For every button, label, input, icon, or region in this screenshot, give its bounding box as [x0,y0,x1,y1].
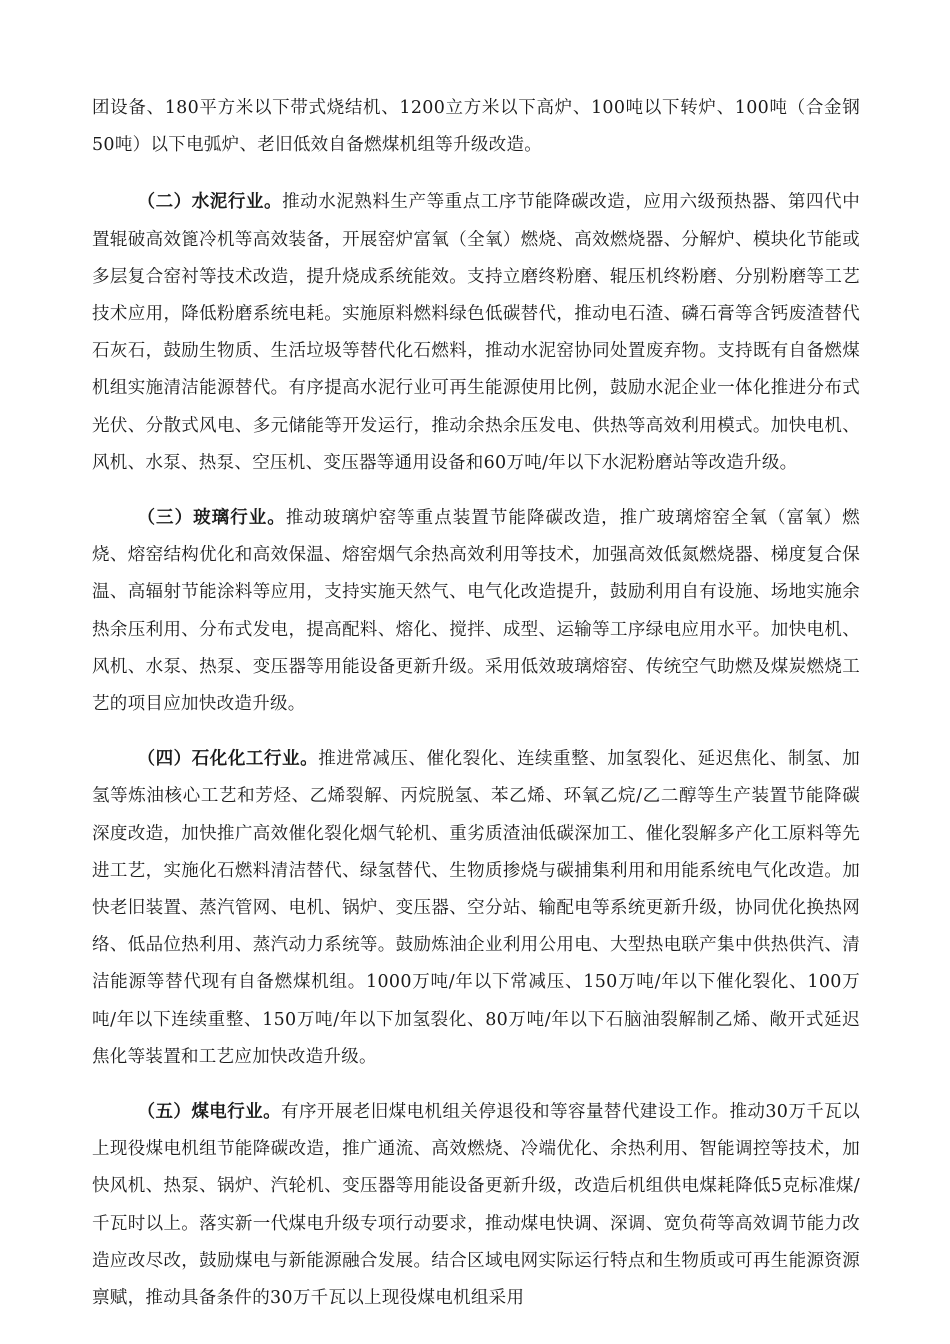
paragraph-glass [92,500,860,723]
section-heading: （五）煤电行业。 [137,1102,282,1123]
paragraph-cement [92,184,860,482]
paragraph-text: 团设备、180平方米以下带式烧结机、1200立方米以下高炉、100吨以下转炉、100吨（合金钢50吨）以下电弧炉、老旧低效自备燃煤机组等升级改造。 [92,98,860,156]
section-heading: （三）玻璃行业。 [137,508,286,529]
paragraph-text: 推进常减压、催化裂化、连续重整、加氢裂化、延迟焦化、制氢、加氢等炼油核心工艺和芳烃、乙烯裂解、丙烷脱氢、苯乙烯、环氧乙烷/乙二醇等生产装置节能降碳深度改造，加快推广高效催化裂化烟气轮机、重劣质渣油低碳深加工、催化裂解多产化工原料等先进工艺，实施化石燃料清洁替代、绿氢替代、生物质掺烧与碳捕集利用和用能系统电气化改造。加快老旧装置、蒸汽管网、电机、锅炉、变压器、空分站、输配电等系统更新升级，协同优化换热网络、低品位热利用、蒸汽动力系统等。鼓励炼油企业利用公用电、大型热电联产集中供热供汽、清洁能源等替代现有自备燃煤机组。1000万吨/年以下常减压、150万吨/年以下催化裂化、100万吨/年以下连续重整、150万吨/年以下加氢裂化、80万吨/年以下石脑油裂解制乙烯、敞开式延迟焦化等装置和工艺应加快改造升级。 [92,749,861,1067]
section-heading: （四）石化化工行业。 [137,749,319,770]
paragraph-petrochemical [92,741,860,1076]
paragraph-text: 推动玻璃炉窑等重点装置节能降碳改造，推广玻璃熔窑全氧（富氧）燃烧、熔窑结构优化和高效保温、熔窑烟气余热高效利用等技术，加强高效低氮燃烧器、梯度复合保温、高辐射节能涂料等应用，支持实施天然气、电气化改造提升，鼓励利用自有设施、场地实施余热余压利用、分布式发电，提高配料、熔化、搅拌、成型、运输等工序绿电应用水平。加快电机、风机、水泵、热泵、变压器等用能设备更新升级。采用低效玻璃熔窑、传统空气助燃及煤炭燃烧工艺的项目应加快改造升级。 [92,508,860,715]
paragraph-text: 有序开展老旧煤电机组关停退役和等容量替代建设工作。推动30万千瓦以上现役煤电机组节能降碳改造，推广通流、高效燃烧、冷端优化、余热利用、智能调控等技术，加快风机、热泵、锅炉、汽轮机、变压器等用能设备更新升级，改造后机组供电煤耗降低5克标准煤/千瓦时以上。落实新一代煤电升级专项行动要求，推动煤电快调、深调、宽负荷等高效调节能力改造应改尽改，鼓励煤电与新能源融合发展。结合区域电网实际运行特点和生物质或可再生能源资源禀赋，推动具备条件的30万千瓦以上现役煤电机组采用 [92,1102,860,1309]
document-page [92,90,860,1335]
paragraph-text: 推动水泥熟料生产等重点工序节能降碳改造，应用六级预热器、第四代中置辊破高效篦冷机等高效装备，开展窑炉富氧（全氧）燃烧、高效燃烧器、分解炉、模块化节能或多层复合窑衬等技术改造，提升烧成系统能效。支持立磨终粉磨、辊压机终粉磨、分别粉磨等工艺技术应用，降低粉磨系统电耗。实施原料燃料绿色低碳替代，推动电石渣、磷石膏等含钙废渣替代石灰石，鼓励生物质、生活垃圾等替代化石燃料，推动水泥窑协同处置废弃物。支持既有自备燃煤机组实施清洁能源替代。有序提高水泥行业可再生能源使用比例，鼓励水泥企业一体化推进分布式光伏、分散式风电、多元储能等开发运行，推动余热余压发电、供热等高效利用模式。加快电机、风机、水泵、热泵、空压机、变压器等通用设备和60万吨/年以下水泥粉磨站等改造升级。 [92,192,860,473]
paragraph-coal-power [92,1094,860,1317]
section-heading: （二）水泥行业。 [137,192,283,213]
paragraph-steel-continued [92,90,860,164]
